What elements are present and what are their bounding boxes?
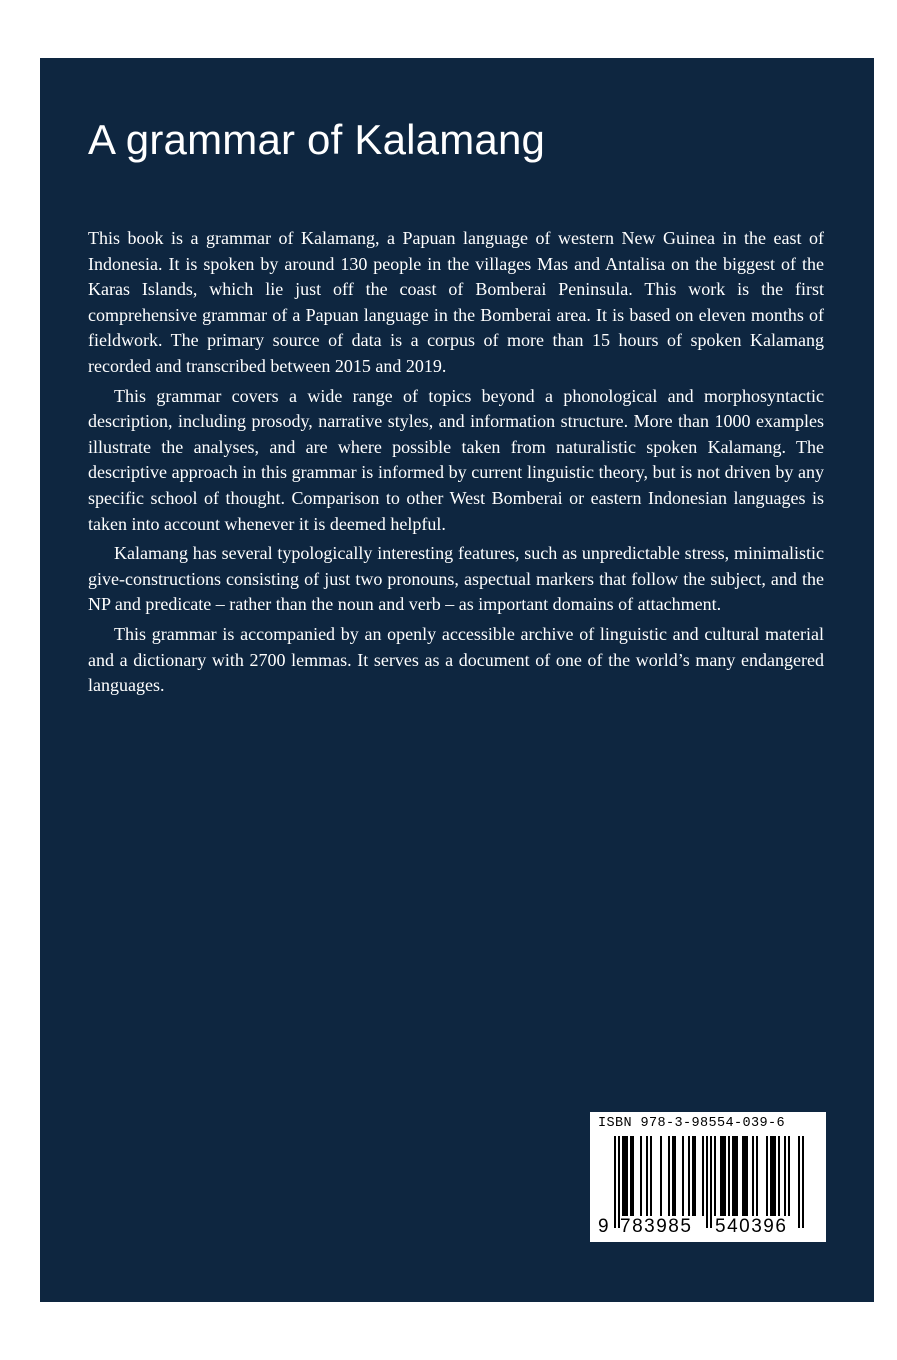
barcode-bar-42 [802,1136,804,1228]
barcode-bar-38 [778,1136,780,1216]
blurb-paragraph-2: This grammar covers a wide range of topics beyond a phonological and morphosyntactic description, including prosody, narrative styles, and information structure. More than 1000 examples illustrate the analyses, and are where possible taken from naturalistic spoken Kalamang. The descriptive approach in this grammar is informed by current linguistic theory, but is not driven by any specific school of thought. Comparison to other West Bomberai or eastern Indonesian languages is taken into account whenever it is deemed helpful. [88,385,824,534]
barcode-bar-17 [694,1136,696,1216]
barcode-bar-6 [632,1136,634,1216]
barcode-bar-0 [614,1136,616,1228]
blurb-text [88,226,824,703]
barcode-bar-21 [714,1136,716,1216]
barcode-bar-11 [668,1136,670,1216]
barcode-bar-37 [774,1136,776,1216]
blurb-paragraph-1: This book is a grammar of Kalamang, a Papuan language of western New Guinea in the east of Indonesia. It is spoken by around 130 people in the villages Mas and Antalisa on the biggest of the Karas Islands, which lie just off the coast of Bomberai Peninsula. This work is the first comprehensive grammar of a Papuan language in the Bomberai area. It is based on eleven months of fieldwork. The primary source of data is a corpus of more than 15 hours of spoken Kalamang recorded and transcribed between 2015 and 2019. [88,228,824,376]
barcode-bar-33 [756,1136,758,1216]
barcode-bar-29 [742,1136,744,1216]
barcode-bar-4 [626,1136,628,1216]
isbn-barcode [590,1112,826,1242]
barcode-bar-39 [784,1136,786,1216]
barcode-bar-41 [798,1136,800,1228]
barcode-bar-32 [752,1136,754,1216]
barcode-bar-35 [770,1136,772,1216]
blurb-paragraph-3: Kalamang has several typologically interesting features, such as unpredictable stress, minimalistic give-constructions consisting of just two pronouns, aspectual markers that follow the subject, and the NP and predicate – rather than the noun and verb – as important domains of attachment. [88,543,824,615]
barcode-bar-36 [772,1136,774,1216]
barcode-bar-9 [650,1136,652,1216]
barcode-bar-28 [736,1136,738,1216]
isbn-label: ISBN 978-3-98554-039-6 [598,1116,786,1131]
barcode-bar-24 [724,1136,726,1216]
barcode-bar-14 [682,1136,684,1216]
barcode-bar-15 [688,1136,690,1216]
back-cover [40,58,874,1302]
barcode-bar-25 [728,1136,730,1216]
barcode-bar-12 [672,1136,674,1216]
barcode-bar-31 [746,1136,748,1216]
barcode-bar-1 [618,1136,620,1228]
barcode-digits-right: 540396 [715,1216,788,1237]
barcode-bar-18 [702,1136,704,1216]
blurb-paragraph-4: This grammar is accompanied by an openly accessible archive of linguistic and cultural material and a dictionary with 2700 lemmas. It serves as a document of one of the world’s many endangered languages. [88,623,824,696]
barcode-bar-13 [674,1136,676,1216]
barcode-digits-left: 783985 [620,1216,693,1237]
barcode-bar-30 [744,1136,746,1216]
barcode-bar-2 [622,1136,624,1216]
barcode-bar-8 [646,1136,648,1216]
book-title: A grammar of Kalamang [88,116,546,163]
barcode-bar-20 [710,1136,712,1228]
barcode-bar-34 [766,1136,768,1216]
barcode-bar-26 [732,1136,734,1216]
barcode-digit-first: 9 [598,1216,611,1237]
barcode-bar-27 [734,1136,736,1216]
barcode-bar-40 [788,1136,790,1216]
barcode-bar-16 [692,1136,694,1216]
barcode-bar-5 [630,1136,632,1216]
barcode-bar-3 [624,1136,626,1216]
barcode-bar-10 [660,1136,662,1216]
barcode-bar-19 [706,1136,708,1228]
barcode-bar-7 [640,1136,642,1216]
barcode-bar-22 [720,1136,722,1216]
barcode-bar-23 [722,1136,724,1216]
